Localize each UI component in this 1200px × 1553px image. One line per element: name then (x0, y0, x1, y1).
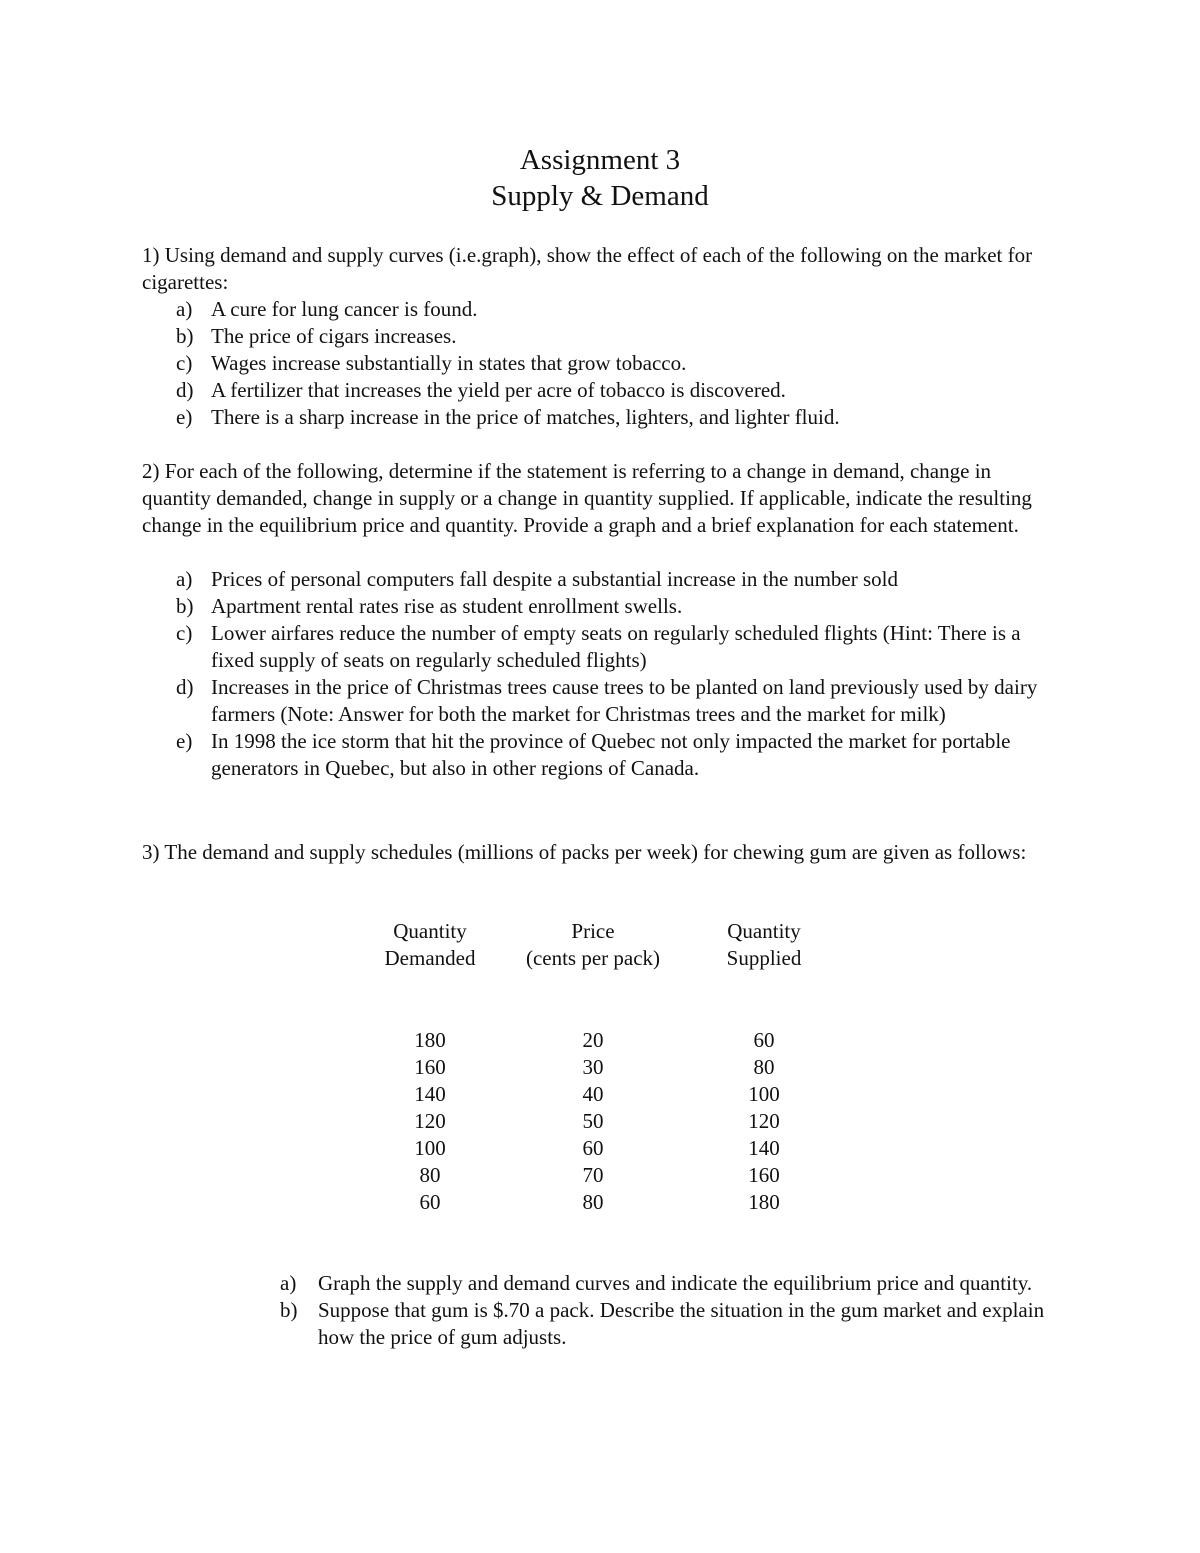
header-line: Quantity (727, 919, 801, 943)
table-cell: 160 (748, 1163, 780, 1187)
header-line: Demanded (384, 946, 476, 970)
list-item-text: The price of cigars increases. (211, 324, 457, 348)
list-marker: b) (176, 324, 194, 348)
list-marker: c) (176, 351, 193, 375)
list-item (250, 1297, 1065, 1351)
list-marker: a) (176, 567, 193, 591)
list-marker: d) (176, 378, 194, 402)
header-line: Quantity (393, 919, 467, 943)
table-cell: 180 (414, 1028, 446, 1052)
list-item (142, 296, 1062, 323)
table-header-quantity-supplied (690, 918, 838, 972)
list-item (142, 674, 1062, 728)
list-item-text: A fertilizer that increases the yield per acre of tobacco is discovered. (211, 378, 786, 402)
table-cell: 100 (414, 1136, 446, 1160)
table-cell: 120 (414, 1109, 446, 1133)
table-cell: 80 (419, 1163, 441, 1187)
header-line: Price (571, 919, 615, 943)
list-item (142, 728, 1062, 782)
table-cell: 140 (748, 1136, 780, 1160)
list-item-text: Lower airfares reduce the number of empty seats on regularly scheduled flights (Hint: There is a fixed supply of seats on regularly scheduled flights) (211, 621, 1021, 672)
list-item (142, 620, 1062, 674)
table-cell: 60 (753, 1028, 775, 1052)
page-subtitle: Supply & Demand (491, 180, 709, 212)
list-item (142, 566, 1062, 593)
question-3-list (250, 1270, 1065, 1351)
table-cell: 100 (748, 1082, 780, 1106)
list-item-text: Increases in the price of Christmas trees cause trees to be planted on land previously used by dairy farmers (Note: Answer for both the market for Christmas trees and the market for milk) (211, 675, 1038, 726)
list-item (142, 377, 1062, 404)
list-item-text: A cure for lung cancer is found. (211, 297, 478, 321)
column-quantity-demanded (358, 1027, 502, 1216)
list-item-text: Wages increase substantially in states that grow tobacco. (211, 351, 687, 375)
list-marker: a) (176, 297, 193, 321)
list-item-text: There is a sharp increase in the price of matches, lighters, and lighter fluid. (211, 405, 840, 429)
question-1-list (142, 296, 1062, 431)
list-marker: b) (280, 1298, 298, 1322)
table-cell: 180 (748, 1190, 780, 1214)
list-item (142, 350, 1062, 377)
table-cell: 80 (753, 1055, 775, 1079)
table-cell: 20 (582, 1028, 604, 1052)
question-3-text: 3) The demand and supply schedules (millions of packs per week) for chewing gum are given as follows: (142, 840, 1027, 864)
table-cell: 120 (748, 1109, 780, 1133)
list-marker: c) (176, 621, 193, 645)
list-item-text: Suppose that gum is $.70 a pack. Describe the situation in the gum market and explain how the price of gum adjusts. (318, 1298, 1045, 1349)
column-price (503, 1027, 683, 1216)
table-cell: 40 (582, 1082, 604, 1106)
question-2-list (142, 566, 1062, 782)
table-cell: 30 (582, 1055, 604, 1079)
list-item (142, 593, 1062, 620)
list-item-text: Prices of personal computers fall despite a substantial increase in the number sold (211, 567, 898, 591)
table-cell: 160 (414, 1055, 446, 1079)
column-quantity-supplied (690, 1027, 838, 1216)
page-title: Assignment 3 (519, 144, 681, 176)
list-marker: b) (176, 594, 194, 618)
list-marker: d) (176, 675, 194, 699)
list-item-text: Graph the supply and demand curves and indicate the equilibrium price and quantity. (318, 1271, 1033, 1295)
table-cell: 80 (582, 1190, 604, 1214)
header-line: Supplied (726, 946, 802, 970)
question-1-text: 1) Using demand and supply curves (i.e.graph), show the effect of each of the following on the market for cigarettes: (142, 243, 1033, 294)
list-item (142, 404, 1062, 431)
table-header-quantity-demanded (358, 918, 502, 972)
list-item (142, 323, 1062, 350)
list-marker: a) (280, 1271, 297, 1295)
list-marker: e) (176, 729, 193, 753)
table-cell: 70 (582, 1163, 604, 1187)
table-cell: 50 (582, 1109, 604, 1133)
table-cell: 60 (419, 1190, 441, 1214)
header-line: (cents per pack) (525, 946, 661, 970)
question-2-text: 2) For each of the following, determine if the statement is referring to a change in demand, change in quantity demanded, change in supply or a change in quantity supplied. If applicable, indicate the resulting change in the equilibrium price and quantity. Provide a graph and a brief explanation for each statement. (142, 459, 1032, 537)
list-item (250, 1270, 1065, 1297)
table-cell: 140 (414, 1082, 446, 1106)
table-cell: 60 (582, 1136, 604, 1160)
list-marker: e) (176, 405, 193, 429)
list-item-text: In 1998 the ice storm that hit the province of Quebec not only impacted the market for portable generators in Quebec, but also in other regions of Canada. (211, 729, 1011, 780)
list-item-text: Apartment rental rates rise as student enrollment swells. (211, 594, 683, 618)
table-header-price (503, 918, 683, 972)
